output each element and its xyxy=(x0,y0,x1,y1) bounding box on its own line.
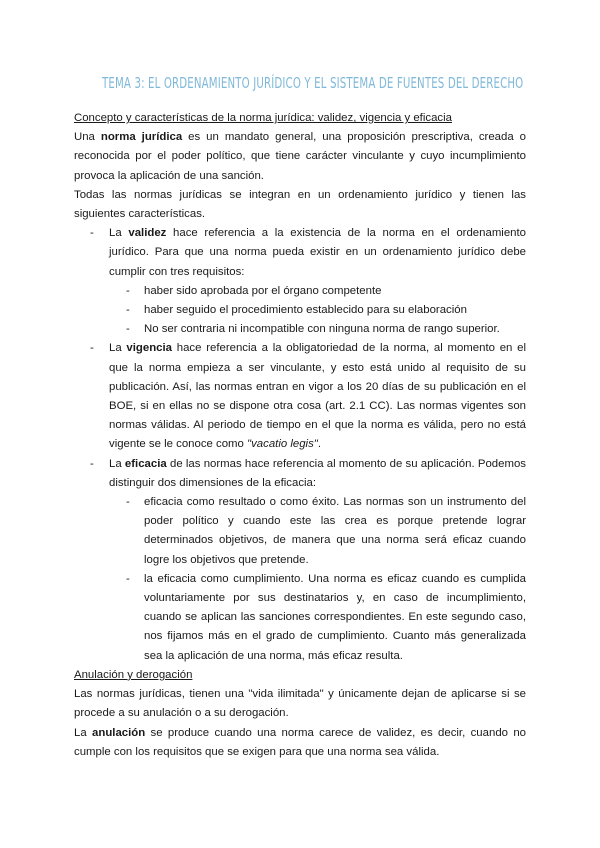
paragraph-anulacion xyxy=(74,724,526,762)
section-heading-concepto: Concepto y características de la norma jurídica: validez, vigencia y eficacia xyxy=(74,112,452,124)
bullet-dash: - xyxy=(126,304,130,317)
text: haber sido aprobada por el órgano competente xyxy=(144,284,382,297)
text: Una xyxy=(74,131,101,144)
list-item-eficacia xyxy=(74,455,526,493)
bold-term: vigencia xyxy=(126,342,173,355)
italic-term: "vacatio legis" xyxy=(247,438,318,451)
bullet-dash: - xyxy=(90,227,94,240)
bullet-dash: - xyxy=(90,457,94,470)
text: eficacia como resultado o como éxito. Las normas son un instrumento del poder político y cuando este las crea es porque pretende lograr determinados objetivos, de manera que una norma será eficaz cuando logre los objetivos que pretende. xyxy=(144,496,526,566)
sub-list-item xyxy=(74,301,526,320)
paragraph-vida-ilimitada: Las normas jurídicas, tienen una "vida ilimitada" y únicamente dejan de aplicarse si se procede a su anulación o a su derogación. xyxy=(74,688,526,720)
text: se produce cuando una norma carece de validez, es decir, cuando no cumple con los requisitos que se exigen para que una norma sea válida. xyxy=(74,726,527,758)
bold-term: norma jurídica xyxy=(100,131,183,144)
text: No ser contraria ni incompatible con ninguna norma de rango superior. xyxy=(144,323,500,336)
sub-list-item xyxy=(74,570,526,666)
section-heading-anulacion: Anulación y derogación xyxy=(74,668,193,681)
text: la eficacia como cumplimiento. Una norma es eficaz cuando es cumplida voluntariamente por sus destinatarios y, en caso de incumplimiento, cuando se aplican las sanciones correspondientes. En este segundo caso, nos fijamos más en el grado de cumplimiento. Cuanto más generalizada sea la aplicación de una norma, más eficaz resulta. xyxy=(144,572,526,662)
bold-term: anulación xyxy=(92,726,146,739)
bullet-dash: - xyxy=(126,284,130,297)
bullet-dash: - xyxy=(126,323,130,336)
sub-list-item xyxy=(74,320,526,339)
bullet-dash: - xyxy=(126,572,130,585)
text: La xyxy=(109,342,127,355)
document-body xyxy=(74,109,526,762)
paragraph-caracteristicas: Todas las normas jurídicas se integran en un ordenamiento jurídico y tienen las siguientes características. xyxy=(74,188,526,221)
text: hace referencia a la obligatoriedad de la norma, al momento en el que la norma empieza a ser vinculante, y esto está unido al requisito de su publicación. Así, las normas entran en vigor a los 20 días de su publicación en el BOE, si en ellas no se dispone otra cosa (art. 2.1 CC). Las normas vigentes son normas válidas. Al periodo de tiempo en el que la norma es válida, pero no está vigente se le conoce como xyxy=(109,342,526,451)
text: haber seguido el procedimiento establecido para su elaboración xyxy=(144,304,467,317)
text: es un mandato general, una proposición prescriptiva, creada o reconocida por el poder político, que tiene carácter vinculante y cuyo incumplimiento provoca la aplicación de una sanción. xyxy=(74,131,526,182)
sub-list-item xyxy=(74,493,526,570)
sub-list-item xyxy=(74,282,526,301)
page-title: TEMA 3: EL ORDENAMIENTO JURÍDICO Y EL SISTEMA DE FUENTES DEL DERECHO xyxy=(101,74,524,92)
list-item-vigencia xyxy=(74,339,526,454)
text: de las normas hace referencia al momento de su aplicación. Podemos distinguir dos dimensiones de la eficacia: xyxy=(109,457,526,489)
bold-term: eficacia xyxy=(124,457,167,470)
bullet-dash: - xyxy=(90,342,94,355)
list-item-validez xyxy=(74,224,526,282)
text: La xyxy=(74,726,93,739)
text: . xyxy=(317,438,321,451)
text: La xyxy=(109,457,125,470)
text: hace referencia a la existencia de la norma en el ordenamiento jurídico. Para que una norma pueda existir en un ordenamiento jurídico debe cumplir con tres requisitos: xyxy=(109,227,527,278)
paragraph-norma-juridica xyxy=(74,128,526,186)
bullet-dash: - xyxy=(126,496,130,509)
text: La xyxy=(109,227,129,240)
bold-term: validez xyxy=(128,227,167,240)
